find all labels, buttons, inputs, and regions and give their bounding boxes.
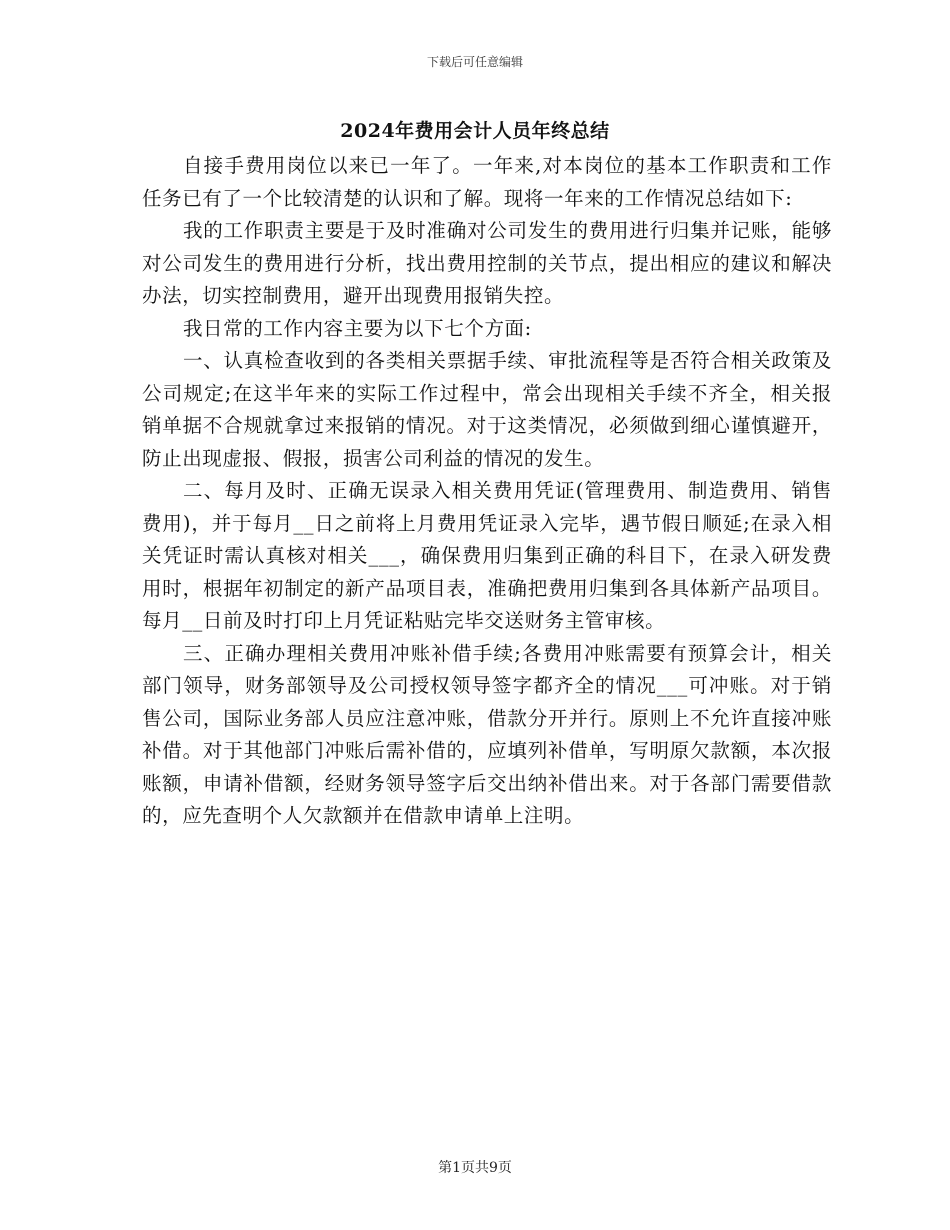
paragraph-overview: 我日常的工作内容主要为以下七个方面:: [182, 316, 532, 340]
paragraph-duties: 我的工作职责主要是于及时准确对公司发生的费用进行归集并记账，能够对公司发生的费用进行分析，找出费用控制的关节点，提出相应的建议和解决办法，切实控制费用，避开出现费用报销失控。: [142, 219, 832, 307]
paragraph-item-3: 三、正确办理相关费用冲账补借手续;各费用冲账需要有预算会计，相关部门领导，财务部领导及公司授权领导签字都齐全的情况___可冲账。对于销售公司，国际业务部人员应注意冲账，借款分开并行。原则上不允许直接冲账补借。对于其他部门冲账后需补借的，应填列补借单，写明原欠款额，本次报账额，申请补借额，经财务领导签字后交出纳补借出来。对于各部门需要借款的，应先查明个人欠款额并在借款申请单上注明。: [142, 641, 832, 827]
paragraph-item-2: 二、每月及时、正确无误录入相关费用凭证(管理费用、制造费用、销售费用)，并于每月__日之前将上月费用凭证录入完毕，遇节假日顺延;在录入相关凭证时需认真核对相关___，确保费用归集到正确的科目下，在录入研发费用时，根据年初制定的新产品项目表，准确把费用归集到各具体新产品项目。每月__日前及时打印上月凭证粘贴完毕交送财务主管审核。: [142, 479, 832, 632]
paragraph-item-1: 一、认真检查收到的各类相关票据手续、审批流程等是否符合相关政策及公司规定;在这半年来的实际工作过程中，常会出现相关手续不齐全，相关报销单据不合规就拿过来报销的情况。对于这类情况，必须做到细心谨慎避开，防止出现虚报、假报，损害公司利益的情况的发生。: [142, 349, 832, 470]
page-number: 第1页共9页: [438, 1160, 512, 1176]
paragraph-intro: 自接手费用岗位以来已一年了。一年来,对本岗位的基本工作职责和工作任务已有了一个比较清楚的认识和了解。现将一年来的工作情况总结如下:: [142, 154, 832, 210]
document-title: 2024年费用会计人员年终总结: [340, 120, 610, 142]
page-header-note: 下载后可任意编辑: [426, 55, 523, 69]
document-body: [142, 150, 832, 833]
